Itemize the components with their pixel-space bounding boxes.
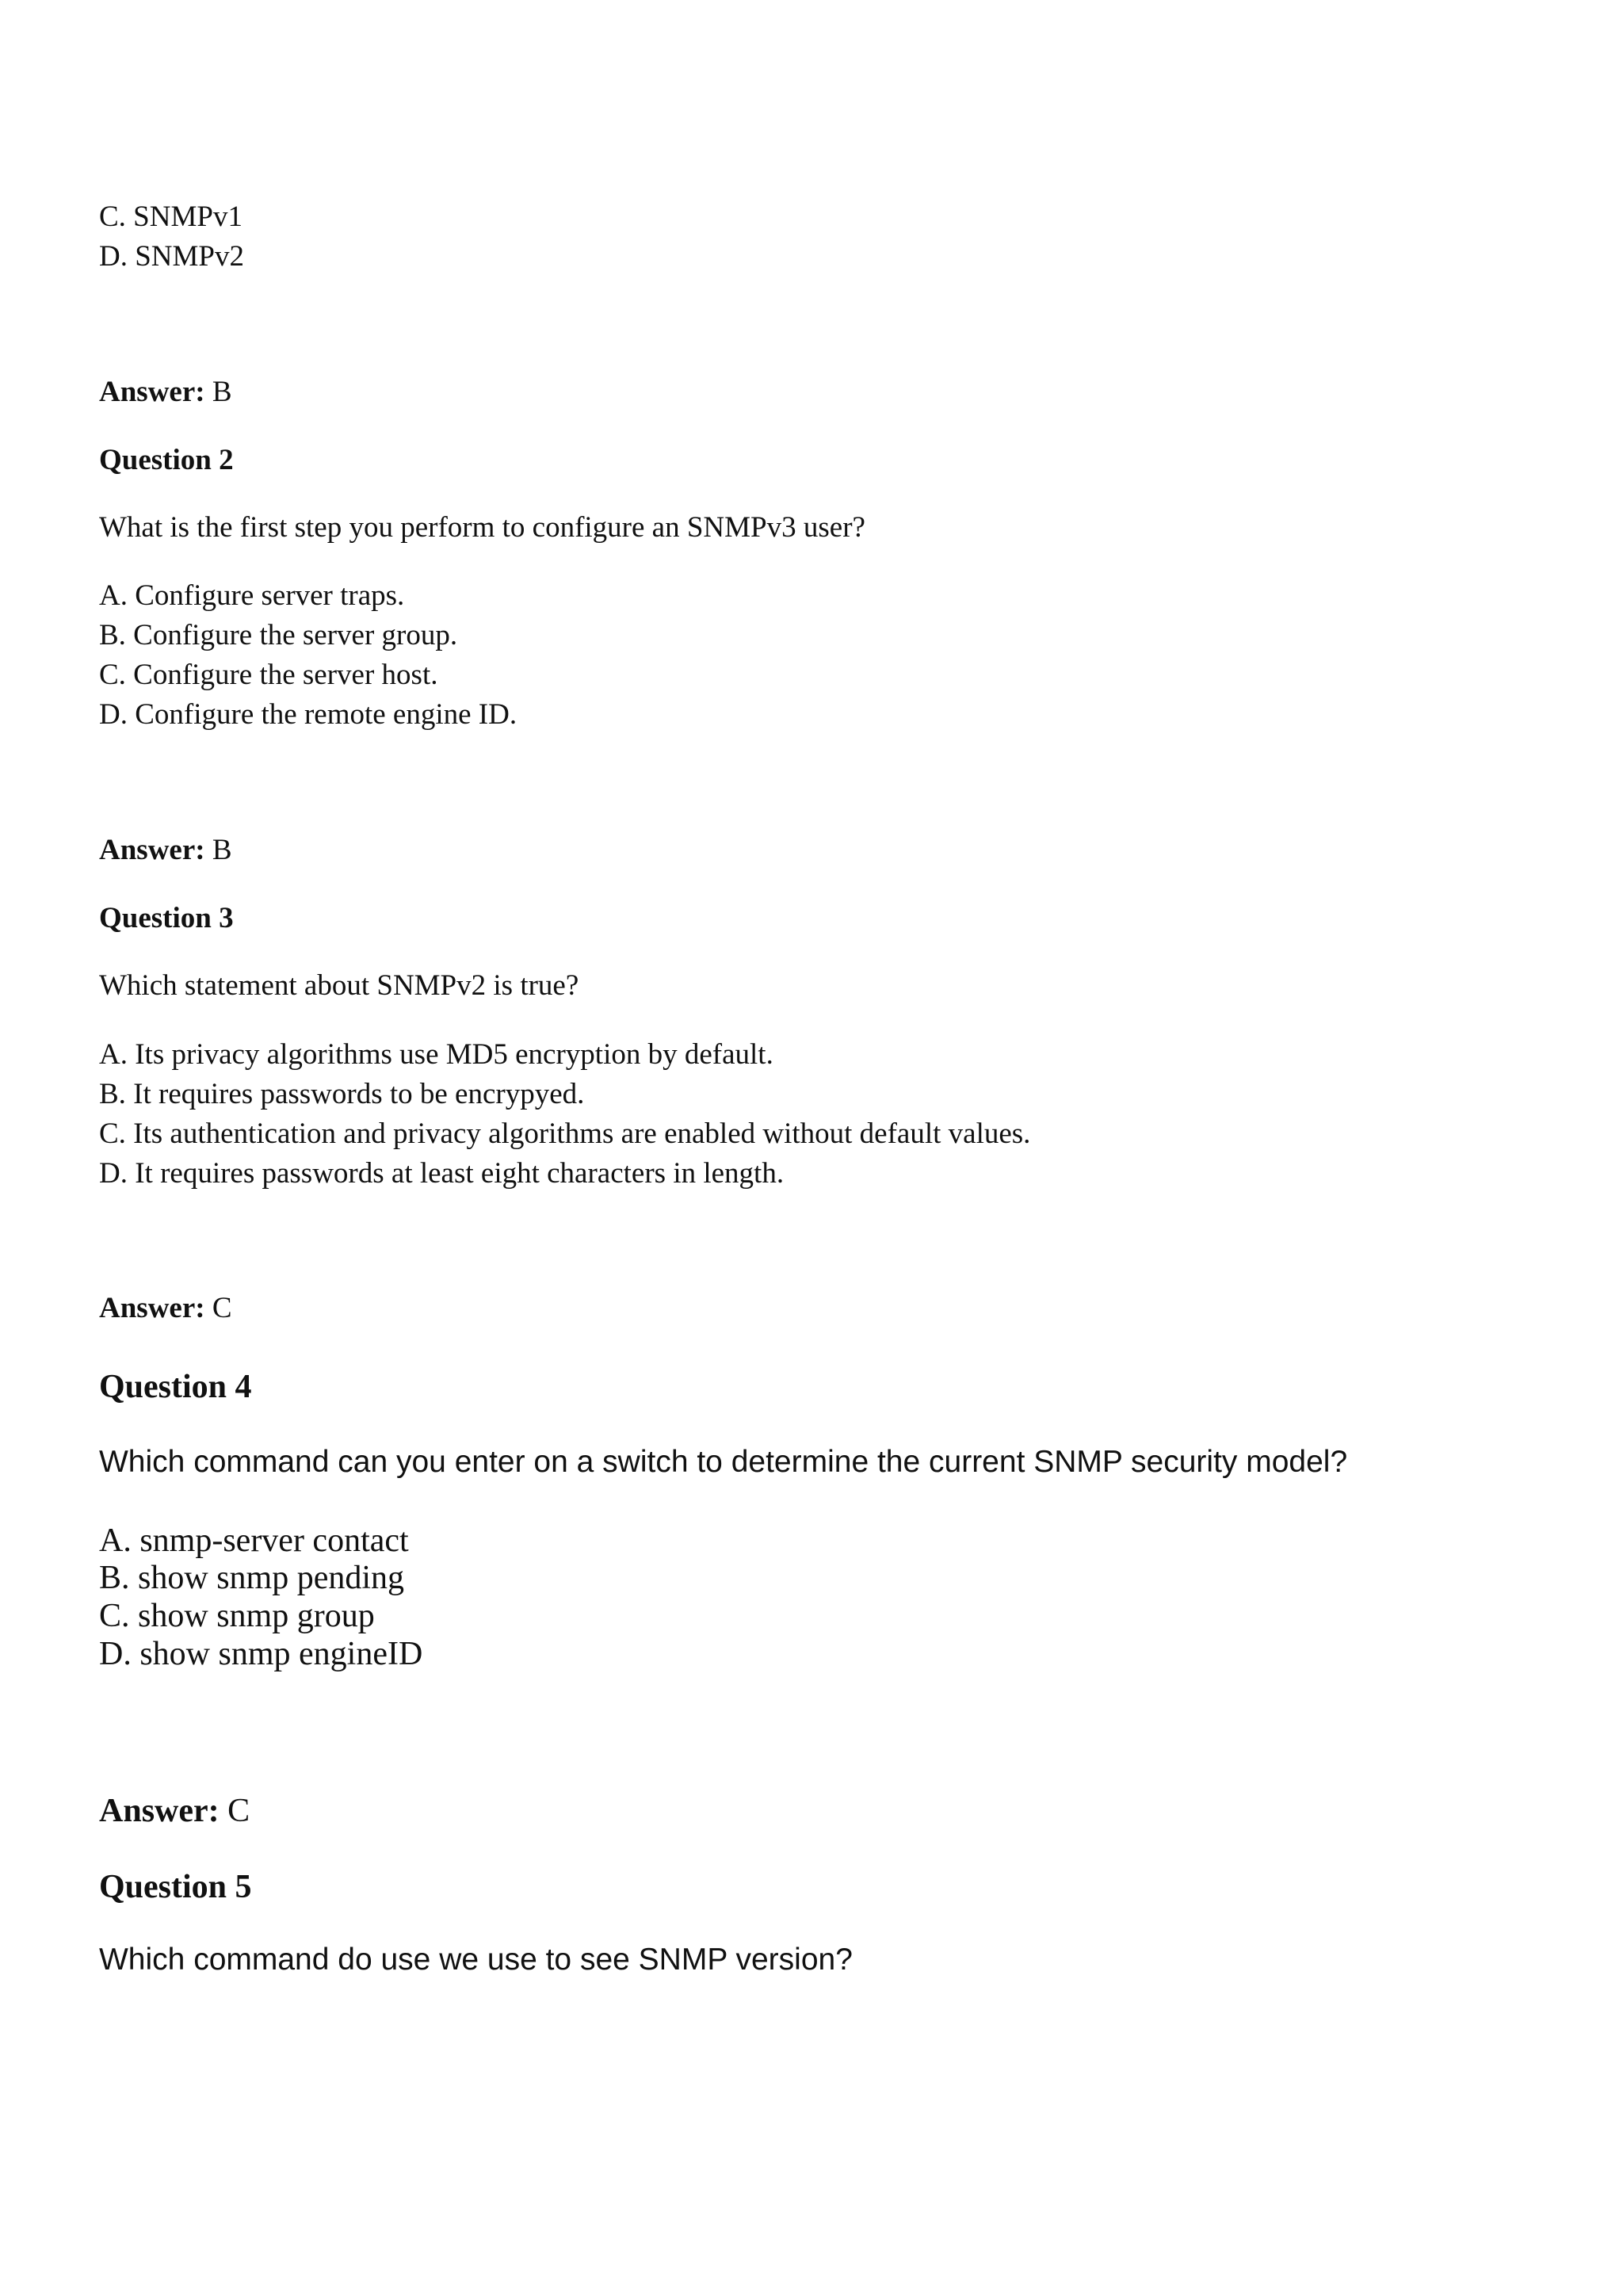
question-3-option-d: D. It requires passwords at least eight characters in length.: [99, 1157, 785, 1190]
question-4-text: Which command can you enter on a switch to determine the current SNMP security model?: [99, 1445, 1348, 1479]
question-3-option-c: C. Its authentication and privacy algorithms are enabled without default values.: [99, 1117, 1031, 1150]
question-2-option-a: A. Configure server traps.: [99, 579, 405, 612]
answer-label: Answer:: [99, 376, 205, 408]
question-3-text: Which statement about SNMPv2 is true?: [99, 969, 579, 1002]
answer-value: B: [212, 376, 232, 408]
question-5-text: Which command do use we use to see SNMP version?: [99, 1943, 853, 1977]
answer-value: C: [212, 1292, 232, 1324]
question-4-option-b: B. show snmp pending: [99, 1560, 405, 1596]
question-3-heading: Question 3: [99, 902, 234, 934]
question-3-option-a: A. Its privacy algorithms use MD5 encryption by default.: [99, 1038, 773, 1071]
question-2-heading: Question 2: [99, 444, 234, 476]
answer-label: Answer:: [99, 1793, 220, 1829]
question-2-option-b: B. Configure the server group.: [99, 619, 458, 651]
question-3-answer: [99, 1293, 232, 1323]
question-2-option-d: D. Configure the remote engine ID.: [99, 698, 517, 731]
question-4-option-d: D. show snmp engineID: [99, 1636, 423, 1672]
prev-answer: [99, 377, 232, 407]
question-3-option-b: B. It requires passwords to be encrypyed.: [99, 1078, 585, 1110]
answer-label: Answer:: [99, 1292, 205, 1324]
question-4-option-a: A. snmp-server contact: [99, 1522, 409, 1559]
question-2-answer: [99, 835, 232, 865]
question-4-option-c: C. show snmp group: [99, 1598, 375, 1634]
answer-label: Answer:: [99, 834, 205, 866]
answer-value: C: [227, 1793, 250, 1829]
prev-option-c: C. SNMPv1: [99, 201, 242, 233]
prev-option-d: D. SNMPv2: [99, 240, 244, 273]
question-5-heading: Question 5: [99, 1869, 252, 1905]
question-2-option-c: C. Configure the server host.: [99, 659, 438, 691]
question-2-text: What is the first step you perform to configure an SNMPv3 user?: [99, 511, 865, 544]
question-4-heading: Question 4: [99, 1369, 252, 1405]
question-4-answer: [99, 1794, 250, 1828]
answer-value: B: [212, 834, 232, 866]
